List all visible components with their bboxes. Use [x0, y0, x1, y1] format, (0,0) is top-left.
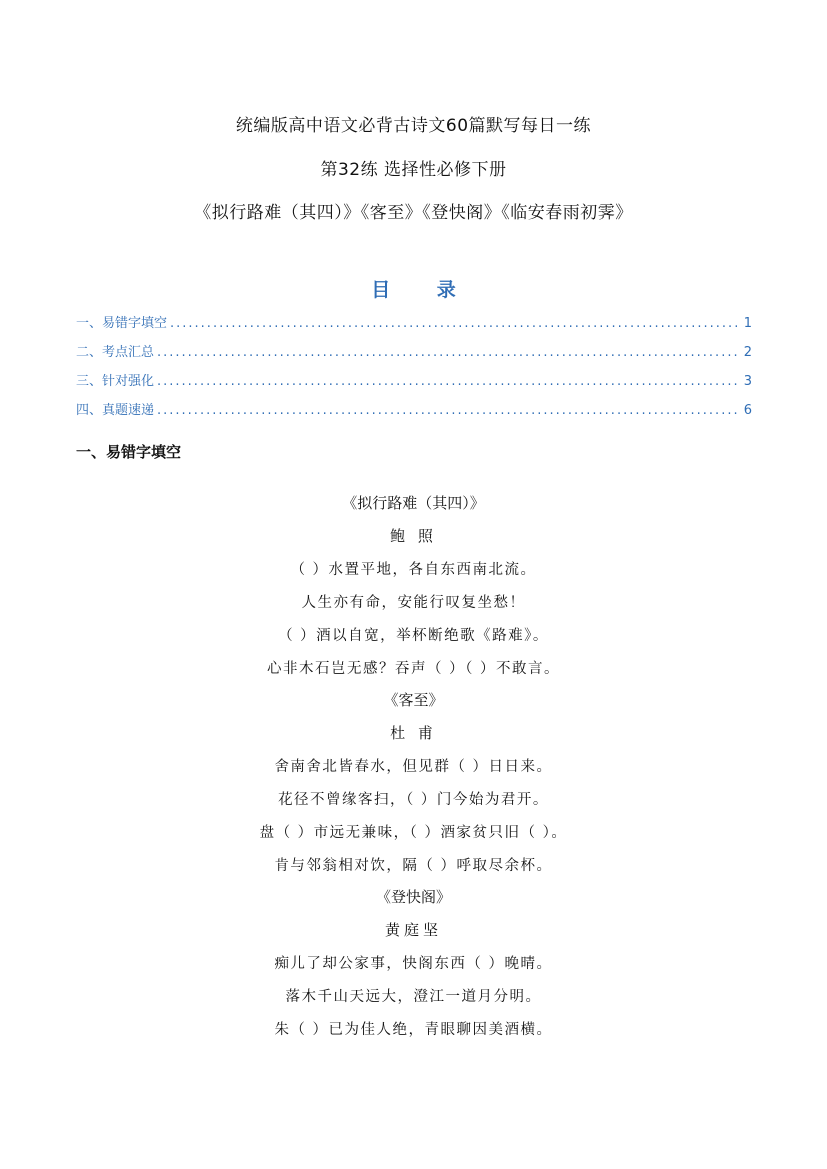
poem-line: 花径不曾缘客扫，（ ）门今始为君开。	[278, 792, 549, 808]
toc-item-page[interactable]: 3	[743, 374, 752, 389]
poem-line: 人生亦有命，安能行叹复坐愁！	[301, 595, 526, 611]
poem-line: （ ）水置平地，各自东西南北流。	[290, 562, 537, 578]
poem-author: 鲍 照	[390, 527, 437, 545]
poem-line: 心非木石岂无感？吞声（ ）（ ）不敢言。	[267, 661, 560, 677]
toc-item-page[interactable]: 6	[743, 403, 752, 418]
toc-item-label[interactable]: 三、针对强化	[76, 374, 155, 389]
poem-title: 《拟行路难（其四）》	[342, 494, 485, 512]
poem-list	[0, 490, 827, 1048]
toc-leader-dots	[157, 403, 741, 418]
document-title: 统编版高中语文必背古诗文60篇默写每日一练	[235, 116, 592, 136]
toc-leader-dots	[157, 374, 741, 389]
poem-line: 舍南舍北皆春水，但见群（ ）日日来。	[274, 759, 553, 775]
lesson-title: 第32练 选择性必修下册	[320, 160, 507, 180]
poem-line: 盘（ ）市远无兼味，（ ）酒家贫只旧（ ）。	[259, 825, 568, 841]
poem-author: 黄庭坚	[384, 921, 442, 939]
toc-item-label[interactable]: 一、易错字填空	[76, 316, 168, 331]
table-of-contents	[76, 312, 752, 428]
toc-item-label[interactable]: 二、考点汇总	[76, 345, 155, 360]
poem-title: 《登快阁》	[375, 888, 451, 906]
toc-leader-dots	[157, 345, 741, 360]
poem	[0, 490, 827, 687]
toc-item-3[interactable]	[76, 370, 752, 399]
toc-item-page[interactable]: 1	[743, 316, 752, 331]
poem-line: 痴儿了却公家事，快阁东西（ ）晚晴。	[274, 956, 553, 972]
toc-item-label[interactable]: 四、真题速递	[76, 403, 155, 418]
section-heading: 一、易错字填空	[76, 443, 182, 461]
poem-line: 落木千山天远大，澄江一道月分明。	[285, 989, 542, 1005]
poem-line: 肯与邻翁相对饮，隔（ ）呼取尽余杯。	[274, 858, 553, 874]
poem-title: 《客至》	[383, 691, 444, 709]
toc-item-4[interactable]	[76, 399, 752, 428]
poem	[0, 884, 827, 1048]
poem-list-title: 《拟行路难（其四）》《客至》《登快阁》《临安春雨初霁》	[194, 203, 633, 223]
toc-item-2[interactable]	[76, 341, 752, 370]
poem-author: 杜 甫	[390, 724, 437, 742]
poem	[0, 687, 827, 884]
toc-item-1[interactable]	[76, 312, 752, 341]
poem-line: （ ）酒以自宽，举杯断绝歌《路难》。	[278, 628, 549, 644]
toc-leader-dots	[170, 316, 741, 331]
toc-item-page[interactable]: 2	[743, 345, 752, 360]
poem-line: 朱（ ）已为佳人绝，青眼聊因美酒横。	[274, 1022, 553, 1038]
toc-heading: 目 录	[371, 279, 476, 301]
